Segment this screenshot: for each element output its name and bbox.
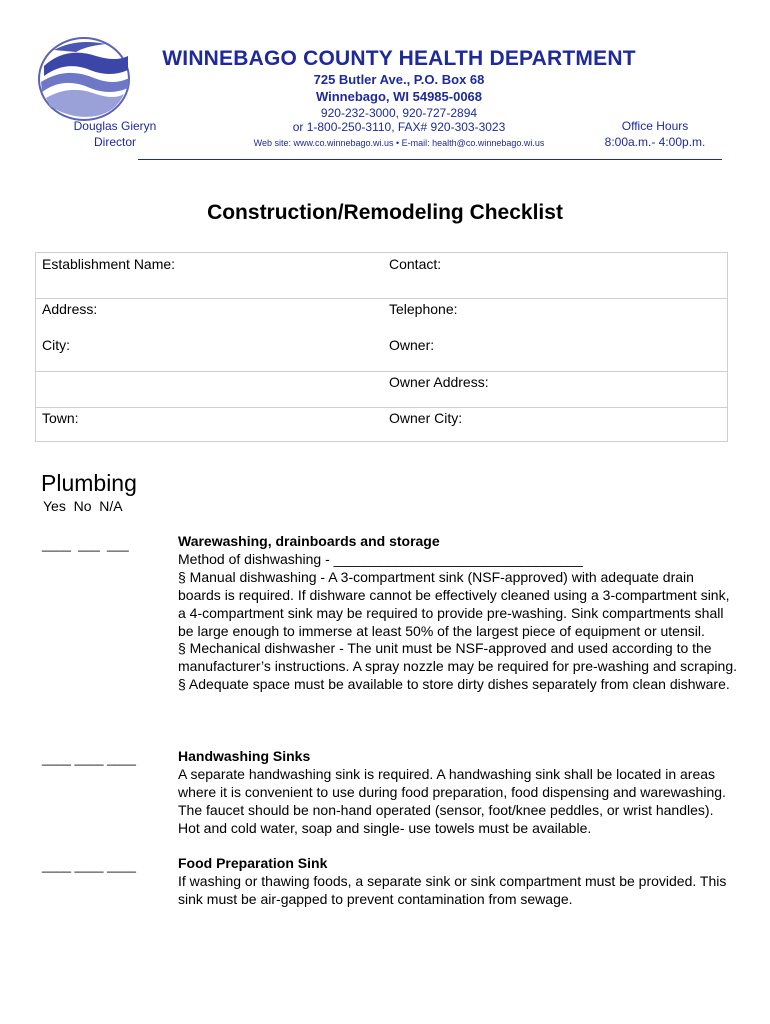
header-divider bbox=[138, 159, 722, 160]
yes-no-na-header: Yes No N/A bbox=[43, 498, 123, 514]
item-heading: Handwashing Sinks bbox=[178, 748, 311, 764]
page-title: Construction/Remodeling Checklist bbox=[207, 201, 563, 224]
city-field[interactable]: City: bbox=[42, 337, 70, 353]
phone-line-1: 920-232-3000, 920-727-2894 bbox=[320, 106, 478, 120]
web-email-line: Web site: www.co.winnebago.wi.us • E-mail: health@co.winnebago.wi.us bbox=[253, 138, 545, 148]
office-hours-label: Office Hours bbox=[621, 119, 689, 133]
owner-city-field[interactable]: Owner City: bbox=[389, 410, 463, 426]
item-heading: Food Preparation Sink bbox=[178, 855, 328, 871]
form-divider bbox=[36, 371, 727, 372]
section-title: Plumbing bbox=[41, 470, 137, 496]
contact-field[interactable]: Contact: bbox=[389, 256, 442, 272]
checklist-blank[interactable]: ____ ____ ____ bbox=[42, 858, 136, 873]
establishment-name-field[interactable]: Establishment Name: bbox=[42, 256, 176, 272]
form-divider bbox=[36, 407, 727, 408]
town-field[interactable]: Town: bbox=[42, 410, 79, 426]
checklist-blank[interactable]: ____ ___ ___ bbox=[42, 537, 129, 552]
org-name: WINNEBAGO COUNTY HEALTH DEPARTMENT bbox=[162, 47, 636, 70]
item-method: Method of dishwashing - ________________________________ bbox=[178, 550, 583, 567]
checklist-blank[interactable]: ____ ____ ____ bbox=[42, 751, 136, 766]
telephone-field[interactable]: Telephone: bbox=[389, 301, 458, 317]
checklist-item bbox=[178, 748, 738, 838]
item-bullet: § Manual dishwashing - A 3-compartment sink (NSF-approved) with adequate drain boards is required. If dishware cannot be effectively cleaned using a 3-compartment sink, a 4-compartment sink may be required to provide pre-washing. Sink compartments shall be large enough to immerse at least 50% of the largest piece of equipment or utensil. bbox=[178, 568, 730, 639]
item-text: If washing or thawing foods, a separate sink or sink compartment must be provided. This sink must be air-gapped to prevent contamination from sewage. bbox=[178, 872, 727, 907]
office-hours-value: 8:00a.m.- 4:00p.m. bbox=[604, 135, 706, 149]
form-divider bbox=[36, 298, 727, 299]
director-name: Douglas Gieryn bbox=[73, 119, 157, 133]
checklist-item bbox=[178, 533, 738, 694]
owner-field[interactable]: Owner: bbox=[389, 337, 435, 353]
item-heading: Warewashing, drainboards and storage bbox=[178, 533, 440, 549]
phone-line-2: or 1-800-250-3110, FAX# 920-303-3023 bbox=[292, 120, 506, 134]
item-bullet: § Mechanical dishwasher - The unit must be NSF-approved and used according to the manufacturer’s instructions. A spray nozzle may be required for pre-washing and scraping. bbox=[178, 640, 737, 675]
establishment-info-form bbox=[35, 252, 728, 442]
item-text: A separate handwashing sink is required. A handwashing sink shall be located in areas where it is convenient to use during food preparation, food dispensing and warewashing. The faucet should be non-hand operated (sensor, foot/knee peddles, or wrist handles). Hot and cold water, soap and single- use towels must be available. bbox=[178, 765, 726, 836]
director-title: Director bbox=[93, 135, 136, 149]
owner-address-field[interactable]: Owner Address: bbox=[389, 374, 489, 390]
address-field[interactable]: Address: bbox=[42, 301, 98, 317]
checklist-item bbox=[178, 855, 738, 909]
address-line-1: 725 Butler Ave., P.O. Box 68 bbox=[313, 72, 485, 87]
item-bullet: § Adequate space must be available to store dirty dishes separately from clean dishware. bbox=[178, 676, 730, 693]
address-line-2: Winnebago, WI 54985-0068 bbox=[315, 89, 483, 104]
